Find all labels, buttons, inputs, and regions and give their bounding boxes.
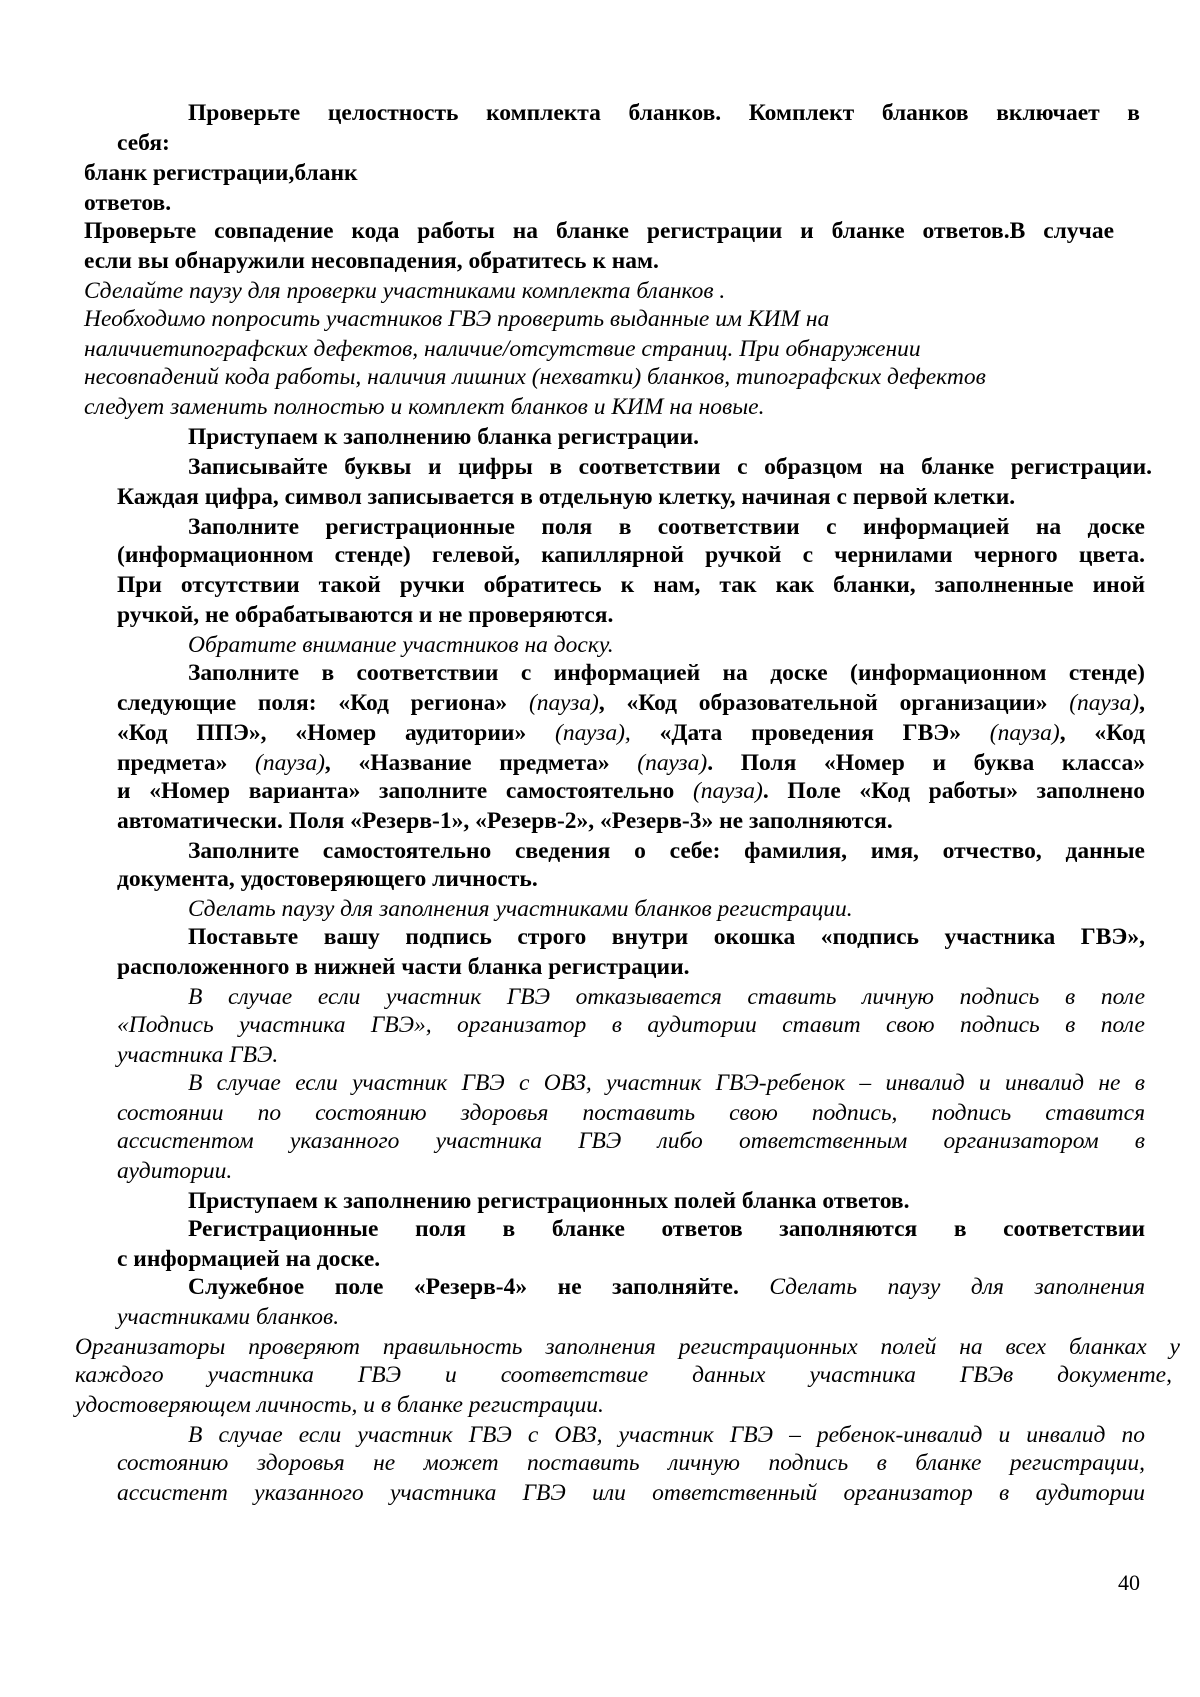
- bold-text: ручкой, не обрабатываются и не проверяются.: [117, 602, 614, 628]
- text-line: [117, 1010, 1145, 1040]
- bold-text: . Поля «Номер и буква класса»: [707, 750, 1145, 776]
- bold-text: предмета»: [117, 750, 256, 776]
- italic-text: (пауза): [692, 778, 763, 804]
- bold-text: следующие поля: «Код региона»: [117, 690, 529, 716]
- bold-text: , «Код: [1059, 720, 1145, 746]
- text-line: [117, 1126, 1145, 1156]
- italic-text: наличиетипографских дефектов, наличие/отсутствие страниц. При обнаружении: [84, 336, 921, 362]
- italic-text: В случае если участник ГВЭ отказывается ставить личную подпись в поле: [188, 984, 1145, 1010]
- text-line: [117, 776, 1145, 806]
- text-line: [117, 1302, 339, 1332]
- bold-text: Проверьте целостность комплекта бланков. Комплект бланков включает в: [188, 100, 1140, 126]
- italic-text: Обратите внимание участников на доску.: [188, 632, 614, 658]
- bold-text: ответов.: [84, 190, 172, 216]
- italic-text: состоянию здоровья не может поставить личную подпись в бланке регистрации,: [117, 1450, 1145, 1476]
- bold-text: «Код ППЭ», «Номер аудитории»: [117, 720, 556, 746]
- text-line: [117, 748, 1145, 778]
- bold-text: с информацией на доске.: [117, 1246, 381, 1272]
- text-line: [75, 1332, 1180, 1362]
- text-line: [188, 1214, 1145, 1244]
- bold-text: Записывайте буквы и цифры в соответствии с образцом на бланке регистрации.: [188, 454, 1152, 480]
- bold-text: ,: [1139, 690, 1145, 716]
- text-line: [84, 276, 725, 306]
- text-line: [84, 246, 659, 276]
- text-line: [117, 1098, 1145, 1128]
- bold-text: расположенного в нижней части бланка регистрации.: [117, 954, 690, 980]
- italic-text: (пауза): [989, 720, 1060, 746]
- text-line: [188, 658, 1145, 688]
- bold-text: Регистрационные поля в бланке ответов заполняются в соответствии: [188, 1216, 1145, 1242]
- text-line: [188, 982, 1145, 1012]
- bold-text: Поставьте вашу подпись строго внутри окошка «подпись участника ГВЭ»,: [188, 924, 1145, 950]
- italic-text: ассистентом указанного участника ГВЭ либо ответственным организатором в: [117, 1128, 1145, 1154]
- text-line: [117, 718, 1145, 748]
- italic-text: (пауза): [255, 750, 325, 776]
- text-line: [188, 1420, 1145, 1450]
- bold-text: «Дата проведения ГВЭ»: [630, 720, 990, 746]
- bold-text: , «Код образовательной организации»: [598, 690, 1070, 716]
- italic-text: ассистент указанного участника ГВЭ или ответственный организатор в аудитории: [117, 1480, 1145, 1506]
- bold-text: Заполните самостоятельно сведения о себе: фамилия, имя, отчество, данные: [188, 838, 1145, 864]
- text-line: [188, 512, 1145, 542]
- text-line: [188, 922, 1145, 952]
- italic-text: Сделать паузу для заполнения: [769, 1274, 1145, 1300]
- text-line: [117, 128, 170, 158]
- text-line: [188, 1186, 909, 1216]
- text-line: [117, 1478, 1145, 1508]
- text-line: [117, 952, 689, 982]
- text-line: [117, 482, 1015, 512]
- italic-text: В случае если участник ГВЭ с ОВЗ, участник ГВЭ-ребенок – инвалид и инвалид не в: [188, 1070, 1145, 1096]
- bold-text: если вы обнаружили несовпадения, обратитесь к нам.: [84, 248, 659, 274]
- italic-text: Сделайте паузу для проверки участниками комплекта бланков .: [84, 278, 726, 304]
- text-line: [84, 304, 829, 334]
- page-number: 40: [1118, 1570, 1140, 1595]
- italic-text: Необходимо попросить участников ГВЭ проверить выданные им КИМ на: [84, 306, 830, 332]
- text-line: [188, 422, 699, 452]
- italic-text: «Подпись участника ГВЭ», организатор в аудитории ставит свою подпись в поле: [117, 1012, 1145, 1038]
- text-line: [188, 894, 853, 924]
- bold-text: Заполните в соответствии с информацией на доске (информационном стенде): [188, 660, 1145, 686]
- text-line: [84, 188, 171, 218]
- bold-text: Приступаем к заполнению регистрационных полей бланка ответов.: [188, 1188, 910, 1214]
- italic-text: участника ГВЭ.: [117, 1042, 279, 1068]
- text-line: [117, 1244, 380, 1274]
- text-line: [188, 1272, 1145, 1302]
- italic-text: несовпадений кода работы, наличия лишних (нехватки) бланков, типографских дефектов: [84, 364, 986, 390]
- text-line: [84, 362, 986, 392]
- text-line: [188, 98, 1140, 128]
- bold-text: Каждая цифра, символ записывается в отдельную клетку, начиная с первой клетки.: [117, 484, 1016, 510]
- bold-text: и «Номер варианта» заполните самостоятельно: [117, 778, 693, 804]
- text-line: [117, 806, 893, 836]
- bold-text: бланк регистрации,бланк: [84, 160, 358, 186]
- text-line: [117, 864, 538, 894]
- italic-text: Организаторы проверяют правильность заполнения регистрационных полей на всех бланках у: [75, 1334, 1180, 1360]
- bold-text: Служебное поле «Резерв-4» не заполняйте.: [188, 1274, 770, 1300]
- text-line: [117, 540, 1145, 570]
- text-line: [117, 688, 1145, 718]
- bold-text: При отсутствии такой ручки обратитесь к нам, так как бланки, заполненные иной: [117, 572, 1145, 598]
- text-line: [117, 1156, 232, 1186]
- text-line: [188, 836, 1145, 866]
- text-line: [117, 1448, 1145, 1478]
- italic-text: следует заменить полностью и комплект бланков и КИМ на новые.: [84, 394, 765, 420]
- text-line: [117, 570, 1145, 600]
- text-line: [84, 334, 921, 364]
- italic-text: В случае если участник ГВЭ с ОВЗ, участник ГВЭ – ребенок-инвалид и инвалид по: [188, 1422, 1145, 1448]
- text-line: [188, 1068, 1145, 1098]
- italic-text: удостоверяющем личность, и в бланке регистрации.: [75, 1392, 604, 1418]
- italic-text: каждого участника ГВЭ и соответствие данных участника ГВЭв документе,: [75, 1362, 1172, 1388]
- italic-text: (пауза): [637, 750, 708, 776]
- bold-text: , «Название предмета»: [324, 750, 638, 776]
- italic-text: аудитории.: [117, 1158, 233, 1184]
- italic-text: состоянии по состоянию здоровья поставить свою подпись, подпись ставится: [117, 1100, 1145, 1126]
- text-line: [117, 1040, 278, 1070]
- bold-text: Проверьте совпадение кода работы на бланке регистрации и бланке ответов.В случае: [84, 218, 1114, 244]
- text-line: [188, 630, 614, 660]
- bold-text: (информационном стенде) гелевой, капиллярной ручкой с чернилами черного цвета.: [117, 542, 1145, 568]
- text-line: [84, 216, 1114, 246]
- bold-text: . Поле «Код работы» заполнено: [762, 778, 1145, 804]
- bold-text: Заполните регистрационные поля в соответствии с информацией на доске: [188, 514, 1145, 540]
- text-line: [117, 600, 613, 630]
- italic-text: (пауза),: [555, 720, 631, 746]
- text-line: [188, 452, 1152, 482]
- text-line: [75, 1390, 604, 1420]
- bold-text: автоматически. Поля «Резерв-1», «Резерв-2», «Резерв-3» не заполняются.: [117, 808, 893, 834]
- italic-text: (пауза): [1069, 690, 1140, 716]
- italic-text: Сделать паузу для заполнения участниками бланков регистрации.: [188, 896, 853, 922]
- bold-text: Приступаем к заполнению бланка регистрации.: [188, 424, 699, 450]
- text-line: [84, 158, 358, 188]
- italic-text: (пауза): [528, 690, 599, 716]
- bold-text: документа, удостоверяющего личность.: [117, 866, 538, 892]
- text-line: [75, 1360, 1172, 1390]
- text-line: [84, 392, 764, 422]
- italic-text: участниками бланков.: [117, 1304, 340, 1330]
- bold-text: себя:: [117, 130, 170, 156]
